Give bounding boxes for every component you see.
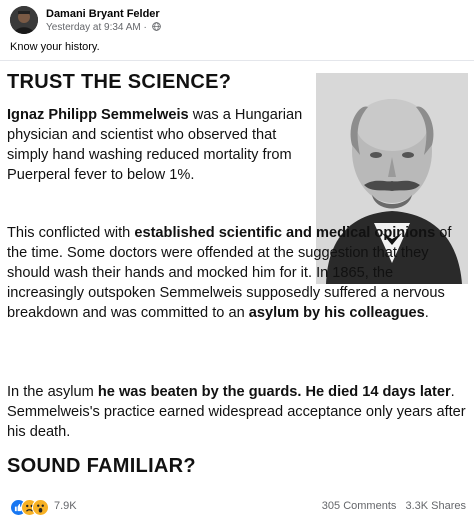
post-caption: Know your history. [10, 41, 100, 53]
reaction-count[interactable]: 7.9K [54, 500, 77, 512]
post-timestamp[interactable]: Yesterday at 9:34 AM [46, 22, 141, 33]
post-footer [0, 490, 474, 527]
avatar-image [10, 6, 38, 34]
conflict-text-e: . [424, 305, 429, 321]
paragraph-conflict [7, 223, 469, 323]
asylum-text-c: . Semmelweis's practice earned widespread acceptance only years after his death. [7, 384, 466, 440]
post-header [10, 6, 464, 34]
paragraph-intro [7, 105, 307, 185]
wow-reaction-icon [32, 499, 49, 516]
meme-image[interactable] [0, 60, 474, 491]
post-stats [316, 500, 466, 512]
author-name[interactable]: Damani Bryant Felder [46, 8, 160, 20]
intro-text: was a Hungarian physician and scientist who observed that simply hand washing reduced mortality from Puerperal fever to below 1%. [7, 107, 303, 183]
meta-separator: · [143, 22, 147, 33]
conflict-bold-d: asylum by his colleagues [248, 305, 425, 321]
wow-face-icon [33, 500, 48, 515]
meme-closing: SOUND FAMILIAR? [7, 455, 196, 477]
avatar[interactable] [10, 6, 38, 34]
conflict-text-a: This conflicted with [7, 225, 135, 241]
post-meta [46, 22, 161, 33]
conflict-text-c: of the time. Some doctors were offended at the suggestion that they should wash their hands and mocked him for it. In 1865, the increasingly outspoken Semmelweis supposedly suffered a nervous breakdown and was committed to an [7, 225, 452, 321]
name-bold: Ignaz Philipp Semmelweis [7, 107, 189, 123]
comments-count[interactable]: 305 Comments [321, 500, 397, 512]
globe-icon [152, 22, 161, 31]
asylum-text-a: In the asylum [7, 384, 98, 400]
meme-title: TRUST THE SCIENCE? [7, 71, 232, 93]
conflict-bold-b: established scientific and medical opinions [134, 225, 436, 241]
asylum-bold-b: he was beaten by the guards. He died 14 days later [97, 384, 451, 400]
paragraph-asylum [7, 382, 473, 442]
shares-count[interactable]: 3.3K Shares [405, 500, 466, 512]
